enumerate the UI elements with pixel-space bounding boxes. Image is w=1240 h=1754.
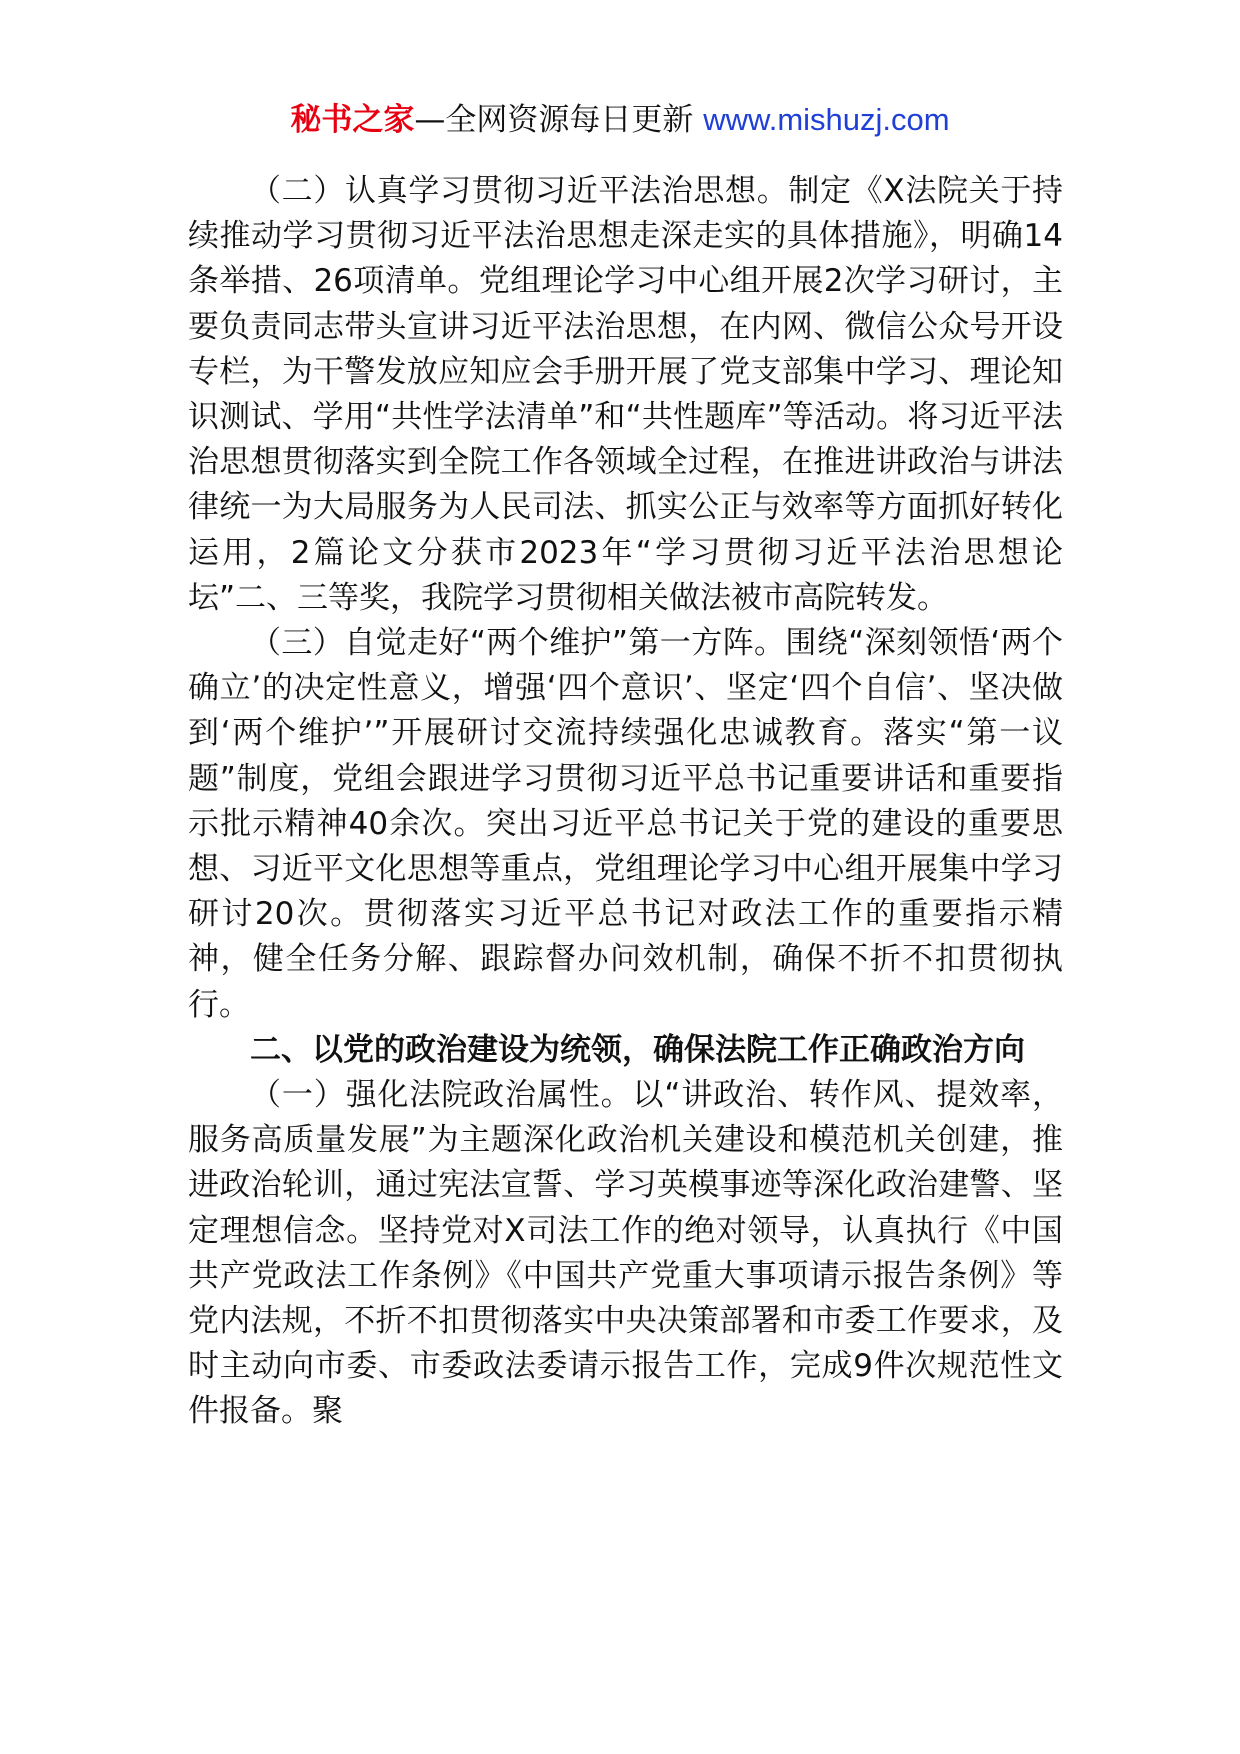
brand-name: 秘书之家 xyxy=(290,102,415,138)
watermark-header xyxy=(0,98,1240,142)
site-url[interactable]: www.mishuzj.com xyxy=(703,102,950,137)
paragraph-political-attribute: （一）强化法院政治属性。以“讲政治、转作风、提效率，服务高质量发展”为主题深化政治机关建设和模范机关创建，推进政治轮训，通过宪法宣誓、学习英模事迹等深化政治建警、坚定理想信念。坚持党对X司法工作的绝对领导，认真执行《中国共产党政法工作条例》《中国共产党重大事项请示报告条例》等党内法规，不折不扣贯彻落实中央决策部署和市委工作要求，及时主动向市委、市委政法委请示报告工作，完成9件次规范性文件报备。聚 xyxy=(188,1077,1063,1430)
paragraph-two-safeguards: （三）自觉走好“两个维护”第一方阵。围绕“深刻领悟‘两个确立’的决定性意义，增强‘四个意识’、坚定‘四个自信’、坚决做到‘两个维护’”开展研讨交流持续强化忠诚教育。落实“第一议题”制度，党组会跟进学习贯彻习近平总书记重要讲话和重要指示批示精神40余次。突出习近平总书记关于党的建设的重要思想、习近平文化思想等重点，党组理论学习中心组开展集中学习研讨20次。贯彻落实习近平总书记对政法工作的重要指示精神，健全任务分解、跟踪督办问效机制，确保不折不扣贯彻执行。 xyxy=(188,625,1063,1023)
document-body xyxy=(188,169,1063,1435)
paragraph-study-rule-of-law: （二）认真学习贯彻习近平法治思想。制定《X法院关于持续推动学习贯彻习近平法治思想走深走实的具体措施》，明确14条举措、26项清单。党组理论学习中心组开展2次学习研讨，主要负责同志带头宣讲习近平法治思想，在内网、微信公众号开设专栏，为干警发放应知应会手册开展了党支部集中学习、理论知识测试、学用“共性学法清单”和“共性题库”等活动。将习近平法治思想贯彻落实到全院工作各领域全过程，在推进讲政治与讲法律统一为大局服务为人民司法、抓实公正与效率等方面抓好转化运用，2篇论文分获市2023年“学习贯彻习近平法治思想论坛”二、三等奖，我院学习贯彻相关做法被市高院转发。 xyxy=(188,173,1063,616)
header-slogan: —全网资源每日更新 xyxy=(414,102,694,138)
section-heading: 二、以党的政治建设为统领，确保法院工作正确政治方向 xyxy=(250,1031,1025,1068)
